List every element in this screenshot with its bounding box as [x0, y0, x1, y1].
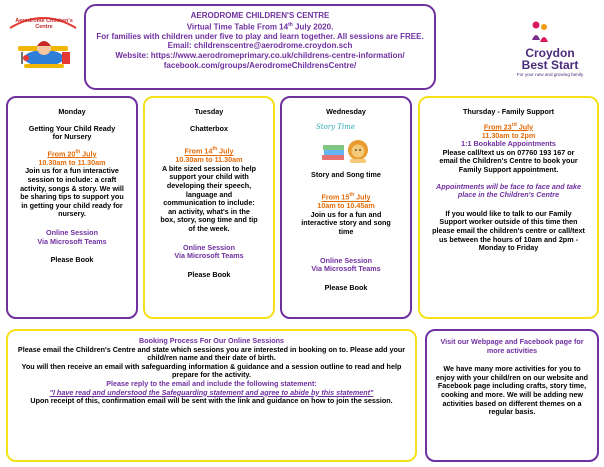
booking-statement: "I have read and understood the Safeguarding statement and agree to abide by this statement" — [49, 387, 374, 397]
header-families: For families with children under five to play and learn together. All sessions are FREE. — [96, 31, 424, 41]
tuesday-title: Chatterbox — [190, 123, 228, 133]
booking-card — [6, 329, 417, 462]
tuesday-time: 10.30am to 11.30am — [175, 155, 243, 165]
wednesday-day: Wednesday — [326, 107, 366, 116]
booking-line1: Please email the Children's Centre and state which sessions you are interested in booking on to. Please add your child/ren name and their date of birth. — [17, 344, 406, 363]
thursday-call: Please call/text us on 07760 193 167 or email the Children's Centre to book your Family Support appointment. — [439, 147, 578, 174]
header-title: AERODROME CHILDREN'S CENTRE — [190, 11, 330, 20]
monday-card — [6, 96, 138, 319]
monday-day: Monday — [58, 107, 86, 116]
thursday-time: 11.30am to 2pm — [481, 130, 536, 140]
booking-line4: Upon receipt of this, confirmation email will be sent with the link and guidance on how to join the session. — [30, 396, 393, 406]
wednesday-title: Story and Song time — [311, 169, 381, 179]
thursday-appointments: 1:1 Bookable Appointments — [461, 139, 556, 149]
books-lion-icon — [316, 133, 376, 165]
thursday-day: Thursday - Family Support — [462, 107, 555, 116]
booking-line3: Please reply to the email and include the following statement: — [106, 378, 317, 388]
monday-teams: Via Microsoft Teams — [37, 236, 107, 246]
header-facebook[interactable]: facebook.com/groups/AerodromeChildrensCentre/ — [163, 60, 357, 70]
header-email[interactable]: Email: childrenscentre@aerodrome.croydon.sch — [167, 41, 353, 51]
visit-heading: Visit our Webpage and Facebook page for more activities — [440, 337, 584, 355]
tuesday-desc: A bite sized session to help support your child with developing their speech, language and communication to include: an activity, what's in the box, story, song time and tip of the week. — [160, 163, 258, 233]
wednesday-card — [280, 96, 412, 319]
monday-title: Getting Your Child Ready for Nursery — [28, 123, 116, 142]
logo-aerodrome — [4, 6, 82, 84]
header-website[interactable]: Website: https://www.aerodromeprimary.co.uk/childrens-centre-information/ — [115, 51, 405, 61]
monday-from: From 20th July — [47, 148, 97, 159]
logo-text: Aerodrome Children's Centre — [15, 18, 73, 30]
people-logo-icon — [530, 20, 550, 44]
best-start-text: Best Start — [521, 58, 579, 72]
header-subtitle: Virtual Time Table From 14th July 2020. — [186, 21, 334, 32]
story-time-illustration — [316, 123, 376, 165]
thursday-contact: If you would like to talk to our Family Support worker outside of this time then please email the children's centre or call/text us between the hours of 10am and 2pm - Monday to Friday — [432, 208, 585, 253]
header-box — [84, 4, 436, 90]
wednesday-online: Online Session — [320, 255, 372, 265]
wednesday-teams: Via Microsoft Teams — [311, 264, 381, 274]
monday-online: Online Session — [46, 227, 98, 237]
tuesday-card — [143, 96, 275, 319]
thursday-card — [418, 96, 599, 319]
wednesday-time: 10am to 10.45am — [317, 201, 375, 211]
visit-card — [425, 329, 599, 462]
story-time-label: Story Time — [316, 122, 356, 131]
monday-time: 10.30am to 11.30am — [38, 157, 106, 167]
tuesday-from: From 14th July — [184, 146, 234, 156]
monday-book: Please Book — [50, 255, 94, 265]
thursday-from: From 23rd July — [483, 121, 534, 131]
tuesday-online: Online Session — [183, 242, 235, 252]
tuesday-day: Tuesday — [194, 107, 224, 116]
croydon-text: Croydon — [525, 46, 575, 60]
wednesday-book: Please Book — [324, 282, 368, 292]
thursday-note: Appointments will be face to face and take place in the Children's Centre — [436, 181, 581, 200]
booking-heading: Booking Process For Our Online Sessions — [139, 336, 284, 345]
tuesday-teams: Via Microsoft Teams — [174, 251, 244, 261]
visit-body: We have many more activities for you to enjoy with your child/ren on our website and Facebook page including crafts, story time, cooking and more. We will be adding new activities based on different themes on a regular basis. — [435, 364, 589, 417]
wednesday-from: From 15th July — [321, 192, 371, 202]
tagline-text: For your new and growing family — [516, 72, 584, 77]
booking-line2: You will then receive an email with safeguarding information & guidance and a session outline to read and help prepare for the activity. — [21, 361, 402, 380]
tuesday-book: Please Book — [187, 269, 231, 279]
logo-croydon-best-start — [500, 20, 600, 80]
monday-desc: Join us for a fun interactive session to include: a craft activity, songs & story. We will be sharing tips to support you in getting your child ready for nursery. — [20, 166, 124, 219]
wednesday-desc: Join us for a fun and interactive story and song time — [301, 209, 391, 236]
